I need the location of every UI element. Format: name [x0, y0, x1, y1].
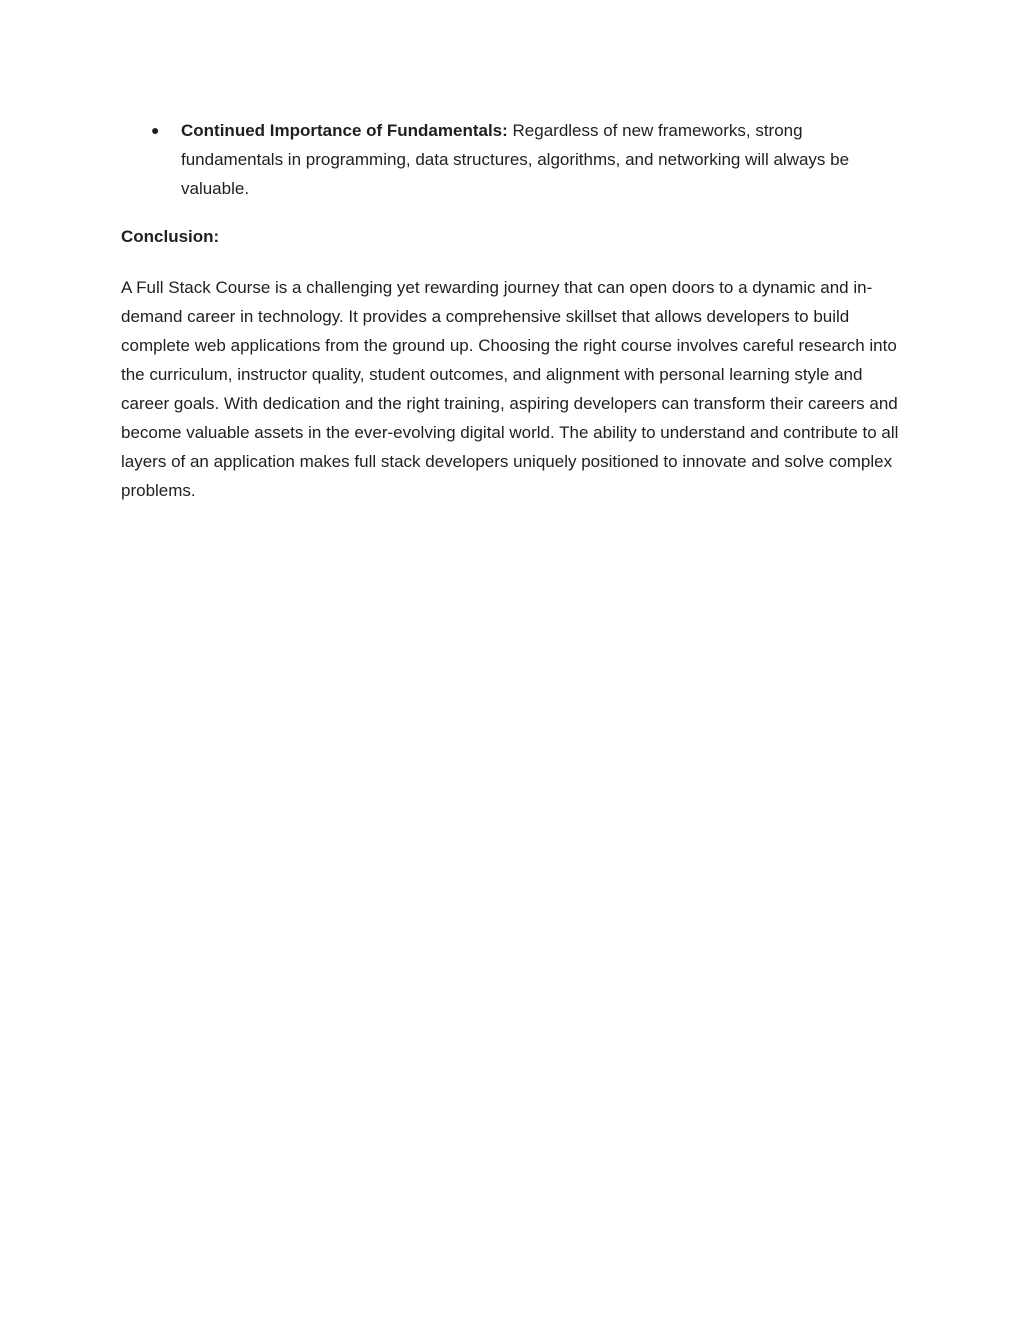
bullet-list [121, 116, 906, 203]
conclusion-heading: Conclusion: [121, 227, 220, 246]
bullet-term: Continued Importance of Fundamentals: [181, 121, 508, 140]
bullet-text: Regardless of new frameworks, strong fundamentals in programming, data structures, algorithms, and networking will always be valuable. [181, 121, 850, 198]
conclusion-paragraph: A Full Stack Course is a challenging yet rewarding journey that can open doors to a dynamic and in-demand career in technology. It provides a comprehensive skillset that allows developers to build complete web applications from the ground up. Choosing the right course involves careful research into the curriculum, instructor quality, student outcomes, and alignment with personal learning style and career goals. With dedication and the right training, aspiring developers can transform their careers and become valuable assets in the ever-evolving digital world. The ability to understand and contribute to all layers of an application makes full stack developers uniquely positioned to innovate and solve complex problems. [121, 278, 899, 500]
list-item [121, 116, 906, 203]
bullet-icon: ● [151, 122, 160, 138]
